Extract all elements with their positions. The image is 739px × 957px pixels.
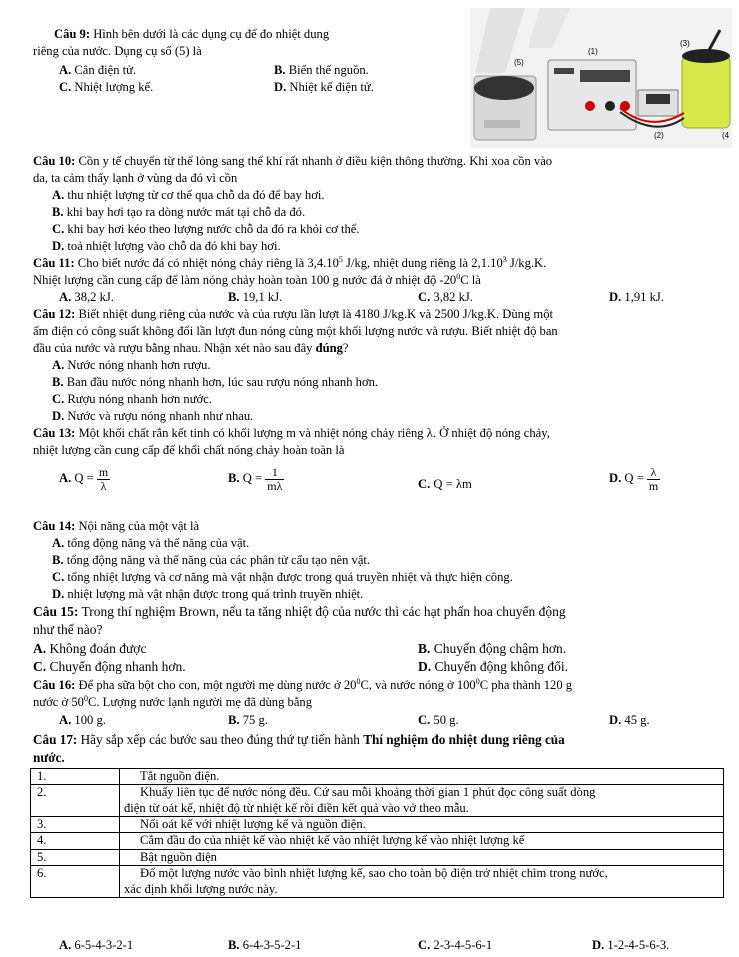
option-text: Cân điện tử. xyxy=(71,63,137,77)
fraction xyxy=(97,466,110,492)
option-text: tổng nhiệt lượng và cơ năng mà vật nhận được trong quá truyền nhiệt và thực hiện công. xyxy=(64,570,513,584)
steps-table xyxy=(30,768,724,898)
fraction-numerator: m xyxy=(98,465,109,479)
table-row xyxy=(31,769,724,785)
q16-option-d[interactable] xyxy=(609,713,650,728)
step-number: 3. xyxy=(31,817,120,833)
q17-line1 xyxy=(33,732,565,748)
q11-option-b[interactable] xyxy=(228,290,282,305)
q14-text: Nội năng của một vật là xyxy=(75,519,200,533)
q17-option-d[interactable] xyxy=(592,938,669,953)
option-letter: B. xyxy=(228,713,240,727)
formula-lhs: Q = λm xyxy=(433,477,472,491)
option-letter: C. xyxy=(418,938,431,952)
superscript: 0 xyxy=(475,676,480,686)
q13-line1 xyxy=(33,426,550,441)
option-text: khi bay hơi tạo ra dòng nước mát tại chỗ da đó. xyxy=(63,205,306,219)
q12-text: đầu của nước và rượu bằng nhau. Nhận xét nào sau đây xyxy=(33,341,316,355)
option-text: Nhiệt kế điện tử. xyxy=(286,80,374,94)
q13-option-d[interactable] xyxy=(609,466,660,492)
option-text: Nhiệt lượng kế. xyxy=(71,80,154,94)
q14-option-d[interactable] xyxy=(52,587,363,602)
option-text: tổng động năng và thế năng của vật. xyxy=(64,536,250,550)
option-letter: D. xyxy=(52,239,65,253)
q12-line3 xyxy=(33,341,349,356)
option-text: Không đoán được xyxy=(46,641,147,656)
step-text-line: xác định khối lượng nước này. xyxy=(124,881,278,896)
option-text: Chuyển động không đổi. xyxy=(431,659,568,674)
q17-option-a[interactable] xyxy=(59,938,133,953)
q15-line1 xyxy=(33,604,566,620)
q17-option-c[interactable] xyxy=(418,938,492,953)
q11-text: J/kg, nhiệt dung riêng là 2,1.10 xyxy=(342,256,503,270)
q16-option-c[interactable] xyxy=(418,713,459,728)
table-row xyxy=(31,866,724,898)
option-letter: D. xyxy=(609,470,622,485)
figure-label-1: (1) xyxy=(588,47,598,56)
option-letter: B. xyxy=(418,641,431,656)
emphasis: nước. xyxy=(33,750,65,765)
table-row xyxy=(31,833,724,849)
step-text: Cắm đầu đo của nhiệt kế vào nhiệt kế vào nhiệt lượng kế vào nhiệt lượng kế xyxy=(120,833,724,849)
q11-option-a[interactable] xyxy=(59,290,114,305)
superscript: 5 xyxy=(338,254,343,264)
q14-option-b[interactable] xyxy=(52,553,370,568)
option-letter: C. xyxy=(52,392,65,406)
option-letter: D. xyxy=(418,659,432,674)
superscript: 0 xyxy=(356,676,361,686)
superscript: 3 xyxy=(502,254,507,264)
option-letter: A. xyxy=(52,358,65,372)
q13-text: Một khối chất rắn kết tinh có khối lượng m và nhiệt nóng chảy riêng λ. Ở nhiệt độ nóng chảy, xyxy=(75,426,550,440)
option-letter: A. xyxy=(59,470,72,485)
q17-option-b[interactable] xyxy=(228,938,301,953)
q14-option-c[interactable] xyxy=(52,570,513,585)
q11-label: Câu 11: xyxy=(33,256,75,270)
option-letter: D. xyxy=(52,409,65,423)
q15-option-b[interactable] xyxy=(418,641,566,657)
table-row xyxy=(31,785,724,817)
fraction xyxy=(265,466,284,492)
option-text: Rượu nóng nhanh hơn nước. xyxy=(64,392,212,406)
q10-line2: da, ta cảm thấy lạnh ở vùng da đó vì cồn xyxy=(33,171,238,185)
option-letter: C. xyxy=(418,477,431,491)
q13-line2: nhiệt lượng cần cung cấp để khối chất nóng chảy hoàn toàn là xyxy=(33,443,345,457)
option-letter: B. xyxy=(228,290,240,304)
option-text: 19,1 kJ. xyxy=(239,290,283,304)
option-text: Nước nóng nhanh hơn rượu. xyxy=(64,358,211,372)
option-text: 1-2-4-5-6-3. xyxy=(604,938,670,952)
step-number: 6. xyxy=(31,866,120,898)
option-letter: A. xyxy=(59,713,72,727)
q16-text: C, và nước nóng ở 100 xyxy=(360,678,476,692)
formula-lhs: Q = xyxy=(74,470,94,485)
q12-line2: ấm điện có công suất không đổi lần lượt đun nóng cùng một khối lượng nước và rượu. Biết nhiệt độ ban xyxy=(33,324,558,338)
q15-option-a[interactable] xyxy=(33,641,146,657)
step-number: 2. xyxy=(31,785,120,817)
option-letter: A. xyxy=(52,188,65,202)
option-text: 75 g. xyxy=(239,713,268,727)
q12-text: Biết nhiệt dung riêng của nước và của rượu lần lượt là 4180 J/kg.K và 2500 J/kg.K. Dùng một xyxy=(75,307,554,321)
q13-label: Câu 13: xyxy=(33,426,76,440)
q10-option-d[interactable] xyxy=(52,239,281,254)
q16-text: C. Lượng nước lạnh người mẹ đã dùng bằng xyxy=(87,695,313,709)
q13-option-c[interactable] xyxy=(418,477,472,492)
option-text: 1,91 kJ. xyxy=(621,290,664,304)
q12-text: ? xyxy=(342,341,349,355)
q16-text: nước ở 50 xyxy=(33,695,84,709)
option-text: toả nhiệt lượng vào chỗ da đó khi bay hơi. xyxy=(64,239,281,253)
q13-option-b[interactable] xyxy=(228,466,284,492)
q15-text: Trong thí nghiệm Brown, nếu ta tăng nhiệt độ của nước thì các hạt phấn hoa chuyển động xyxy=(78,604,566,619)
option-text: 3,82 kJ. xyxy=(430,290,473,304)
fraction-denominator: mλ xyxy=(267,478,283,493)
q16-line2 xyxy=(33,695,312,710)
option-letter: A. xyxy=(59,63,72,77)
option-letter: B. xyxy=(228,938,240,952)
q11-text: Cho biết nước đá có nhiệt nóng chảy riêng là 3,4.10 xyxy=(74,256,339,270)
option-text: Ban đầu nước nóng nhanh hơn, lúc sau rượu nóng nhanh hơn. xyxy=(63,375,379,389)
q9-text: Hình bên dưới là các dụng cụ để đo nhiệt dung xyxy=(90,27,330,41)
option-text: 38,2 kJ. xyxy=(71,290,114,304)
option-text: Nước và rượu nóng nhanh như nhau. xyxy=(64,409,254,423)
q16-option-b[interactable] xyxy=(228,713,268,728)
q14-label: Câu 14: xyxy=(33,519,76,533)
formula-lhs: Q = xyxy=(242,470,263,485)
q11-line1 xyxy=(33,256,546,271)
option-text: 100 g. xyxy=(71,713,106,727)
step-text: Tắt nguồn điện. xyxy=(120,769,724,785)
q12-label: Câu 12: xyxy=(33,307,76,321)
step-text: Bật nguồn điện xyxy=(120,849,724,865)
step-number: 5. xyxy=(31,849,120,865)
step-text-line: điện từ oát kế, nhiệt độ từ nhiệt kế rồi điền kết quả vào vở theo mẫu. xyxy=(124,800,469,815)
q12-option-d[interactable] xyxy=(52,409,253,424)
step-text-line: Đổ một lượng nước vào bình nhiệt lượng kế, sao cho toàn bộ điện trở nhiệt chìm trong nước, xyxy=(140,866,608,881)
option-text: nhiệt lượng mà vật nhận được trong quá trình truyền nhiệt. xyxy=(64,587,364,601)
option-letter: D. xyxy=(609,290,622,304)
electronic-scale-icon xyxy=(474,76,536,140)
option-letter: D. xyxy=(592,938,605,952)
figure-label-4: (4 xyxy=(722,131,730,140)
option-letter: B. xyxy=(52,553,64,567)
q9-option-c[interactable] xyxy=(59,80,153,95)
joulemeter-icon xyxy=(638,90,678,116)
q10-text: Cồn y tế chuyển từ thể lỏng sang thể khí rất nhanh ở điều kiện thông thường. Khi xoa cồn vào xyxy=(75,154,553,168)
option-text: tổng động năng và thế năng của các phân tử cấu tạo nên vật. xyxy=(63,553,371,567)
q10-line1 xyxy=(33,154,552,169)
q11-option-d[interactable] xyxy=(609,290,664,305)
step-text: Nối oát kế với nhiệt lượng kế và nguồn điện. xyxy=(120,817,724,833)
q9-option-d[interactable] xyxy=(274,80,374,95)
q12-option-c[interactable] xyxy=(52,392,212,407)
option-letter: A. xyxy=(52,536,65,550)
q10-label: Câu 10: xyxy=(33,154,76,168)
step-number: 1. xyxy=(31,769,120,785)
superscript: 0 xyxy=(83,693,88,703)
option-text: 2-3-4-5-6-1 xyxy=(430,938,493,952)
option-text: 50 g. xyxy=(430,713,459,727)
q9-option-a[interactable] xyxy=(59,63,136,78)
q16-label: Câu 16: xyxy=(33,678,76,692)
option-letter: B. xyxy=(52,375,64,389)
q11-text: J/kg.K. xyxy=(506,256,547,270)
figure-label-3: (3) xyxy=(680,39,690,48)
option-text: Chuyển động chậm hơn. xyxy=(430,641,567,656)
q11-text: C là xyxy=(460,273,481,287)
option-text: khi bay hơi kéo theo lượng nước chỗ da đó ra khỏi cơ thể. xyxy=(64,222,360,236)
q16-text: C pha thành 120 g xyxy=(479,678,573,692)
q9-line1 xyxy=(54,27,329,42)
table-row xyxy=(31,849,724,865)
option-letter: C. xyxy=(418,713,431,727)
figure-label-2: (2) xyxy=(654,131,664,140)
q17-line2 xyxy=(33,750,65,766)
option-letter: D. xyxy=(274,80,287,94)
fraction-numerator: λ xyxy=(647,466,660,480)
q14-option-a[interactable] xyxy=(52,536,249,551)
q10-option-b[interactable] xyxy=(52,205,305,220)
q11-text: Nhiệt lượng cần cung cấp để làm nóng chảy hoàn toàn 100 g nước đá ở nhiệt độ -20 xyxy=(33,273,457,287)
q10-option-c[interactable] xyxy=(52,222,360,237)
option-letter: A. xyxy=(33,641,47,656)
option-letter: C. xyxy=(59,80,72,94)
q16-option-a[interactable] xyxy=(59,713,106,728)
option-letter: C. xyxy=(33,659,47,674)
option-letter: C. xyxy=(418,290,431,304)
q17-text: Hãy sắp xếp các bước sau theo đúng thứ tự tiến hành xyxy=(77,732,364,747)
q9-line2: riêng của nước. Dụng cụ số (5) là xyxy=(33,44,202,58)
option-text: 6-4-3-5-2-1 xyxy=(239,938,302,952)
q13-option-a[interactable] xyxy=(59,466,110,492)
fraction-denominator: λ xyxy=(100,478,107,493)
q15-option-d[interactable] xyxy=(418,659,568,675)
option-text: 6-5-4-3-2-1 xyxy=(71,938,134,952)
option-letter: A. xyxy=(59,290,72,304)
fraction-denominator: m xyxy=(648,478,659,493)
q15-label: Câu 15: xyxy=(33,604,79,619)
q17-label: Câu 17: xyxy=(33,732,78,747)
step-text-line: Khuấy liên tục để nước nóng đều. Cứ sau mỗi khoảng thời gian 1 phút đọc công suất dòng xyxy=(140,785,596,800)
option-text: thu nhiệt lượng từ cơ thể qua chỗ da đó để bay hơi. xyxy=(64,188,325,202)
formula-lhs: Q = xyxy=(624,470,644,485)
option-letter: C. xyxy=(52,222,65,236)
q14-line1 xyxy=(33,519,199,534)
q11-line2 xyxy=(33,273,481,288)
option-letter: B. xyxy=(274,63,286,77)
superscript: 0 xyxy=(456,271,461,281)
q15-option-c[interactable] xyxy=(33,659,186,675)
q12-option-b[interactable] xyxy=(52,375,378,390)
q16-text: Để pha sữa bột cho con, một người mẹ dùng nước ở 20 xyxy=(75,678,357,692)
option-text: 45 g. xyxy=(621,713,650,727)
option-letter: D. xyxy=(609,713,622,727)
emphasis: đúng xyxy=(315,341,343,355)
emphasis: Thí nghiệm đo nhiệt dung riêng của xyxy=(363,732,565,747)
q11-option-c[interactable] xyxy=(418,290,473,305)
power-supply-icon xyxy=(548,60,636,130)
q10-option-a[interactable] xyxy=(52,188,325,203)
q15-line2: như thế nào? xyxy=(33,622,103,637)
q16-line1 xyxy=(33,678,572,693)
q9-option-b[interactable] xyxy=(274,63,369,78)
q9-label: Câu 9: xyxy=(54,27,91,41)
step-number: 4. xyxy=(31,833,120,849)
table-row xyxy=(31,817,724,833)
fraction-numerator: 1 xyxy=(265,466,284,480)
figure-label-5: (5) xyxy=(514,58,524,67)
option-letter: C. xyxy=(52,570,65,584)
option-letter: A. xyxy=(59,938,72,952)
option-text: Chuyển động nhanh hơn. xyxy=(46,659,186,674)
q12-option-a[interactable] xyxy=(52,358,211,373)
option-text: Biến thế nguồn. xyxy=(285,63,369,77)
option-letter: D. xyxy=(52,587,65,601)
calorimeter-equipment-photo xyxy=(470,8,732,148)
fraction xyxy=(647,466,660,492)
step-text xyxy=(120,785,724,817)
option-letter: B. xyxy=(228,470,240,485)
step-text xyxy=(120,866,724,898)
option-letter: B. xyxy=(52,205,64,219)
q12-line1 xyxy=(33,307,553,322)
